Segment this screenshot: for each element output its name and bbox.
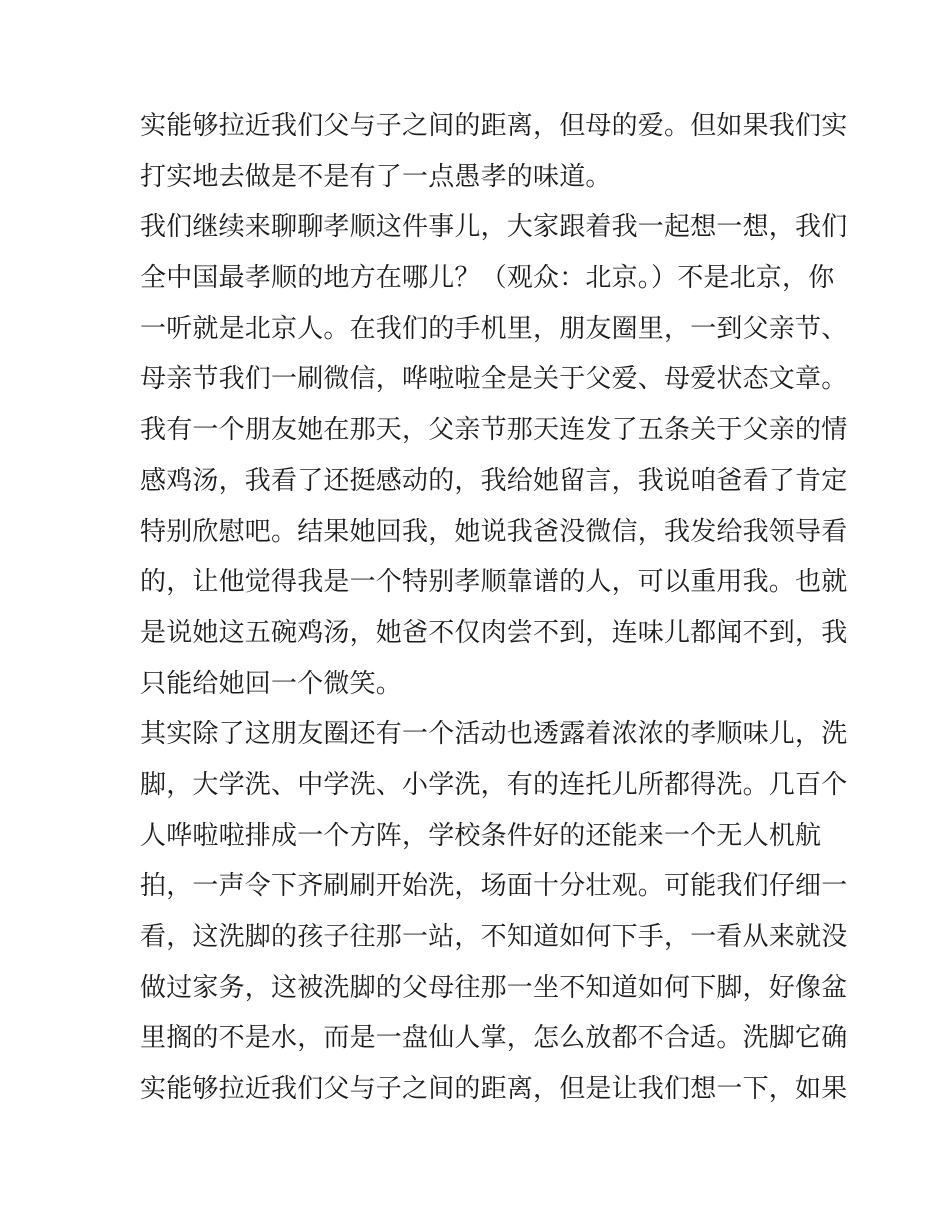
text-line: 打实地去做是不是有了一点愚孝的味道。 <box>140 161 612 192</box>
text-line: 实能够拉近我们父与子之间的距离，但母的爱。但如果我们实 <box>140 111 848 141</box>
text-line: 我们继续来聊聊孝顺这件事儿，大家跟着我一起想一想，我们 <box>140 212 848 243</box>
text-line: 实能够拉近我们父与子之间的距离，但是让我们想一下，如果 <box>140 1074 848 1105</box>
text-line: 拍，一声令下齐刷刷开始洗，场面十分壮观。可能我们仔细一 <box>140 871 848 902</box>
text-line: 的，让他觉得我是一个特别孝顺靠谱的人，可以重用我。也就 <box>140 567 848 598</box>
text-line: 特别欣慰吧。结果她回我，她说我爸没微信，我发给我领导看 <box>140 516 848 547</box>
text-line: 一听就是北京人。在我们的手机里，朋友圈里，一到父亲节、 <box>140 313 848 344</box>
text-line: 人哗啦啦排成一个方阵，学校条件好的还能来一个无人机航 <box>140 820 822 851</box>
text-line: 全中国最孝顺的地方在哪儿？（观众：北京。）不是北京，你 <box>140 263 835 294</box>
text-line: 我有一个朋友她在那天，父亲节那天连发了五条关于父亲的情 <box>140 415 848 446</box>
text-line: 只能给她回一个微笑。 <box>140 668 403 699</box>
text-line: 里搁的不是水，而是一盘仙人掌，怎么放都不合适。洗脚它确 <box>140 1023 848 1054</box>
text-line: 母亲节我们一刷微信，哗啦啦全是关于父爱、母爱状态文章。 <box>140 364 848 395</box>
text-line: 看，这洗脚的孩子往那一站，不知道如何下手，一看从来就没 <box>140 922 848 952</box>
text-line: 做过家务，这被洗脚的父母往那一坐不知道如何下脚，好像盆 <box>140 972 848 1003</box>
text-line: 其实除了这朋友圈还有一个活动也透露着浓浓的孝顺味儿，洗 <box>140 719 848 750</box>
text-line: 是说她这五碗鸡汤，她爸不仅肉尝不到，连味儿都闻不到，我 <box>140 617 848 648</box>
body-text <box>140 101 848 1115</box>
text-line: 感鸡汤，我看了还挺感动的，我给她留言，我说咱爸看了肯定 <box>140 465 848 496</box>
text-line: 脚，大学洗、中学洗、小学洗，有的连托儿所都得洗。几百个 <box>140 769 848 800</box>
